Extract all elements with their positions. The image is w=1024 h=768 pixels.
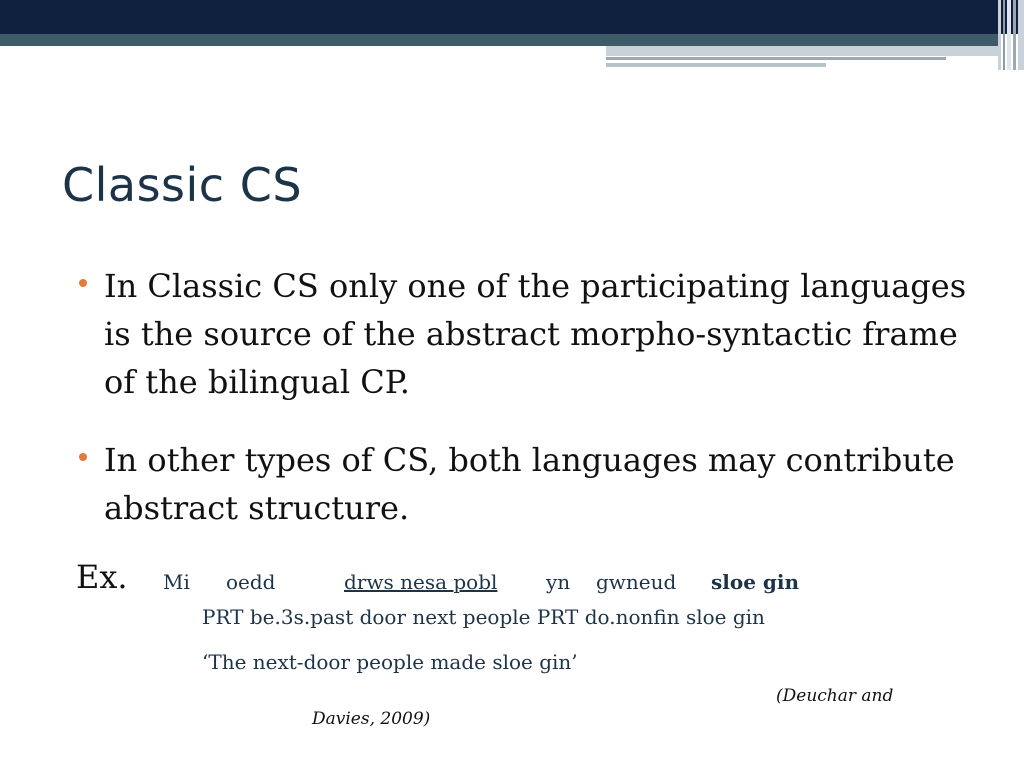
bullet-dot-icon — [79, 279, 87, 287]
slide-title: Classic CS — [62, 158, 303, 212]
banner-vertical-bars — [998, 0, 1024, 70]
example-word: sloe gin — [711, 570, 800, 594]
banner-stripe — [606, 46, 1000, 56]
banner-stripe — [606, 57, 946, 60]
example-label: Ex. — [76, 558, 128, 596]
bullet-list — [76, 262, 976, 562]
example-translation: ‘The next-door people made sloe gin’ — [202, 650, 578, 674]
example-word: drws nesa pobl — [344, 570, 498, 594]
bullet-text: In Classic CS only one of the participating languages is the source of the abstract morpho-syntactic frame of the bilingual CP. — [104, 267, 967, 401]
banner-stripe — [606, 63, 826, 67]
example-word: Mi — [163, 570, 190, 594]
banner-teal-band — [0, 34, 1000, 46]
bullet-dot-icon — [79, 453, 87, 461]
example-word: yn — [546, 570, 571, 594]
bullet-item — [76, 436, 976, 532]
example-word: oedd — [226, 570, 276, 594]
example-gloss: PRT be.3s.past door next people PRT do.nonfin sloe gin — [202, 605, 765, 629]
citation-line-1: (Deuchar and — [776, 686, 894, 706]
bullet-item — [76, 262, 976, 406]
example-word: gwneud — [596, 570, 677, 594]
bullet-text: In other types of CS, both languages may contribute abstract structure. — [104, 441, 955, 527]
banner-dark-band — [0, 0, 1024, 34]
citation-line-2: Davies, 2009) — [312, 709, 431, 729]
